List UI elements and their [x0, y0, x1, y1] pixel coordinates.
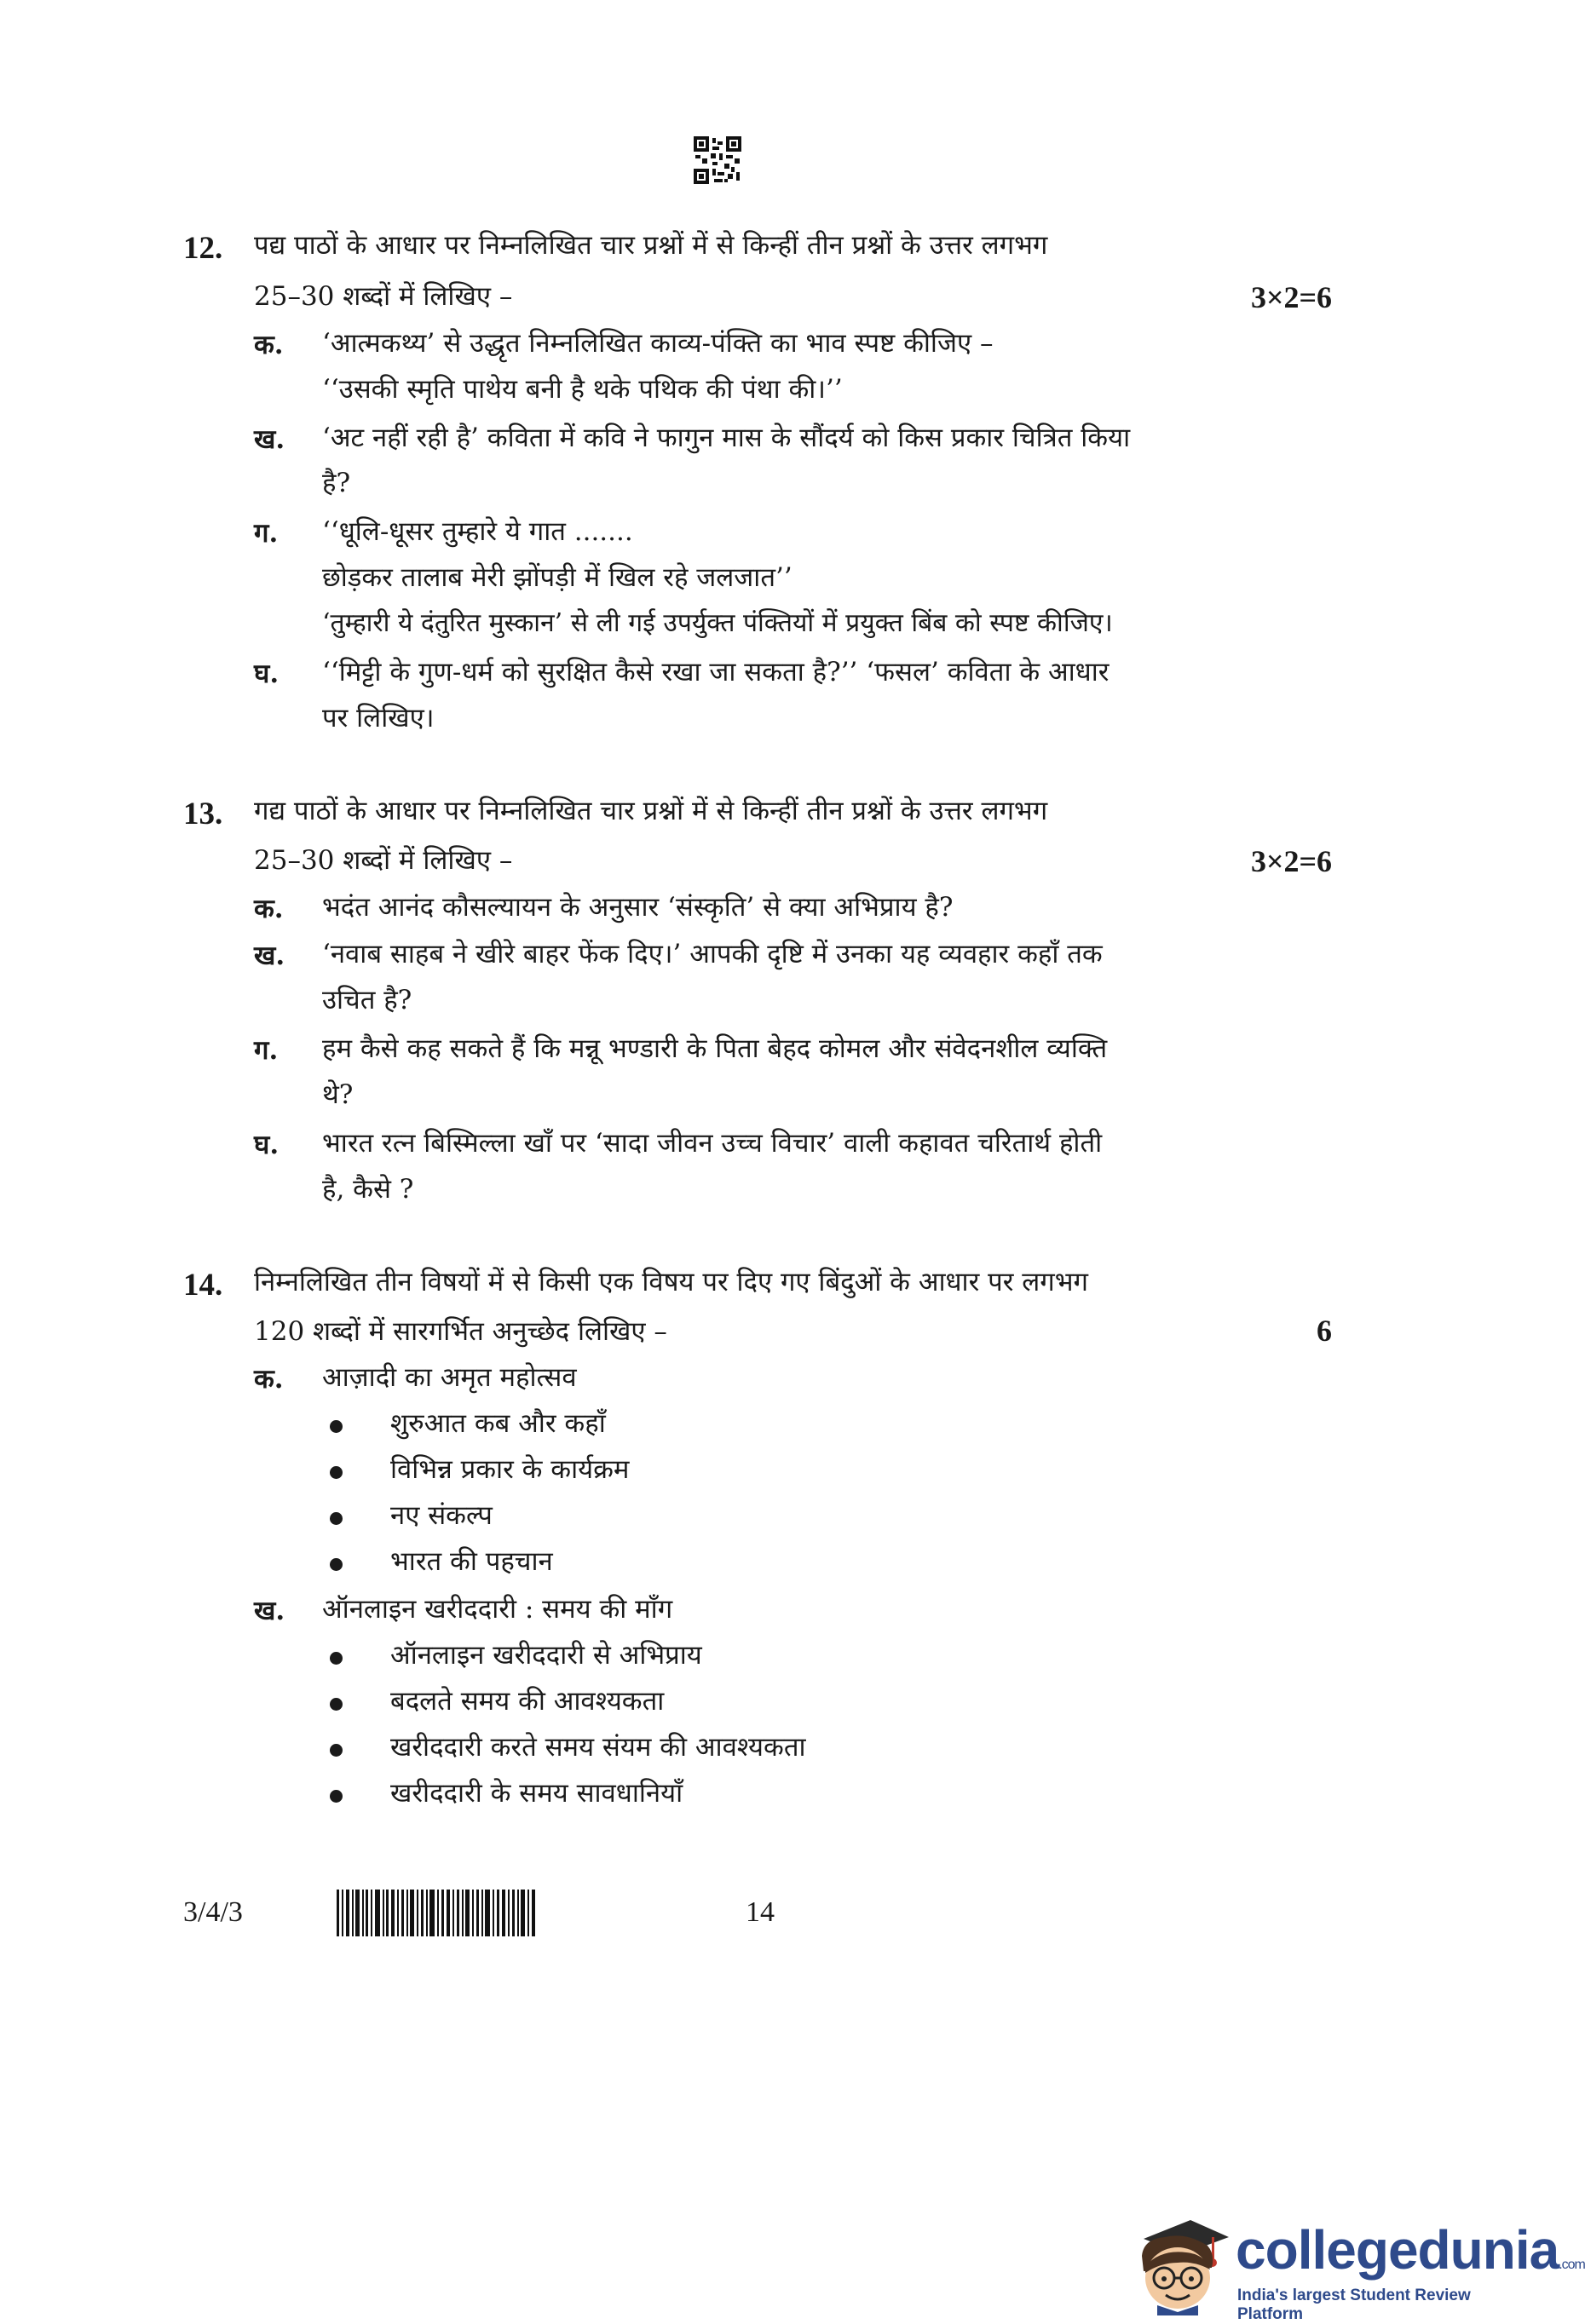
bullet-icon [330, 1744, 343, 1757]
part-label: क. [254, 330, 284, 360]
question-intro: गद्य पाठों के आधार पर निम्नलिखित चार प्रश्नों में से किन्हीं तीन प्रश्नों के उत्तर लगभग [254, 796, 1048, 826]
topic-point: नए संकल्प [390, 1500, 493, 1531]
part-text: भारत रत्न बिस्मिल्ला खाँ पर ‘सादा जीवन उच्च विचार’ वाली कहावत चरितार्थ होती [322, 1128, 1103, 1159]
part-text: है? [322, 468, 351, 498]
bullet-icon [330, 1420, 343, 1433]
marks-label: 3×2=6 [1250, 280, 1332, 314]
part-text: उचित है? [322, 985, 412, 1015]
part-text: ‘‘मिट्टी के गुण-धर्म को सुरक्षित कैसे रखा जा सकता है?’’ ‘फसल’ कविता के आधार [322, 657, 1110, 687]
bullet-icon [330, 1558, 343, 1571]
part-text: ‘‘धूलि-धूसर तुम्हारे ये गात ....... [322, 516, 633, 547]
question-intro: 25–30 शब्दों में लिखिए – [254, 281, 513, 312]
topic-point: शुरुआत कब और कहाँ [390, 1408, 606, 1439]
barcode [337, 1890, 537, 1936]
marks-label: 6 [1317, 1314, 1332, 1348]
topic-label: ख. [254, 1596, 285, 1626]
part-text: हम कैसे कह सकते हैं कि मन्नू भण्डारी के पिता बेहद कोमल और संवेदनशील व्यक्ति [322, 1033, 1108, 1064]
bullet-icon [330, 1512, 343, 1525]
topic-title: ऑनलाइन खरीददारी : समय की माँग [322, 1594, 673, 1625]
question-intro: निम्नलिखित तीन विषयों में से किसी एक विषय पर दिए गए बिंदुओं के आधार पर लगभग [254, 1267, 1088, 1297]
part-label: घ. [254, 1130, 280, 1160]
paper-code: 3/4/3 [183, 1896, 243, 1928]
topic-point: बदलते समय की आवश्यकता [390, 1686, 665, 1717]
topic-point: खरीददारी करते समय संयम की आवश्यकता [390, 1732, 806, 1763]
bullet-icon [330, 1466, 343, 1479]
part-label: ख. [254, 424, 285, 455]
part-text: थे? [322, 1079, 354, 1110]
logo-tagline: India's largest Student Review Platform [1237, 2287, 1471, 2323]
bullet-icon [330, 1698, 343, 1711]
page-number: 14 [746, 1896, 775, 1928]
part-label: ग. [254, 1035, 279, 1066]
question-number: 14. [183, 1268, 223, 1303]
question-intro: 120 शब्दों में सारगर्भित अनुच्छेद लिखिए – [254, 1316, 667, 1347]
question-number: 12. [183, 231, 223, 266]
part-label: ग. [254, 518, 279, 549]
topic-point: ऑनलाइन खरीददारी से अभिप्राय [390, 1640, 702, 1671]
part-text: ‘आत्मकथ्य’ से उद्धृत निम्नलिखित काव्य-पंक्ति का भाव स्पष्ट कीजिए – [322, 328, 994, 359]
marks-label: 3×2=6 [1250, 844, 1332, 878]
part-text: है, कैसे ? [322, 1174, 414, 1205]
topic-label: क. [254, 1364, 284, 1395]
bullet-icon [330, 1652, 343, 1665]
part-text: भदंत आनंद कौसल्यायन के अनुसार ‘संस्कृति’ से क्या अभिप्राय है? [322, 892, 954, 923]
logo-wordmark: collegedunia.com [1236, 2219, 1585, 2281]
part-text: पर लिखिए। [322, 703, 435, 733]
qr-code [694, 136, 741, 184]
bullet-icon [330, 1790, 343, 1803]
topic-point: विभिन्न प्रकार के कार्यक्रम [390, 1454, 630, 1485]
question-intro: पद्य पाठों के आधार पर निम्नलिखित चार प्रश्नों में से किन्हीं तीन प्रश्नों के उत्तर लगभग [254, 230, 1048, 261]
topic-title: आज़ादी का अमृत महोत्सव [322, 1362, 577, 1393]
part-text: ‘नवाब साहब ने खीरे बाहर फेंक दिए।’ आपकी दृष्टि में उनका यह व्यवहार कहाँ तक [322, 939, 1103, 969]
topic-point: भारत की पहचान [390, 1546, 553, 1577]
topic-point: खरीददारी के समय सावधानियाँ [390, 1778, 683, 1809]
mascot-icon [1127, 2205, 1234, 2315]
part-label: घ. [254, 659, 280, 689]
part-text: ‘तुम्हारी ये दंतुरित मुस्कान’ से ली गई उपर्युक्त पंक्तियों में प्रयुक्त बिंब को स्पष्ट कीजिए। [322, 608, 1113, 638]
part-label: ख. [254, 941, 285, 971]
question-intro: 25–30 शब्दों में लिखिए – [254, 845, 513, 876]
question-number: 13. [183, 797, 223, 831]
part-text: ‘‘उसकी स्मृति पाथेय बनी है थके पथिक की पंथा की।’’ [322, 374, 843, 405]
part-text: ‘अट नहीं रही है’ कविता में कवि ने फागुन मास के सौंदर्य को किस प्रकार चित्रित किया [322, 423, 1131, 453]
part-label: क. [254, 894, 284, 924]
part-text: छोड़कर तालाब मेरी झोंपड़ी में खिल रहे जलजात’’ [322, 562, 792, 593]
